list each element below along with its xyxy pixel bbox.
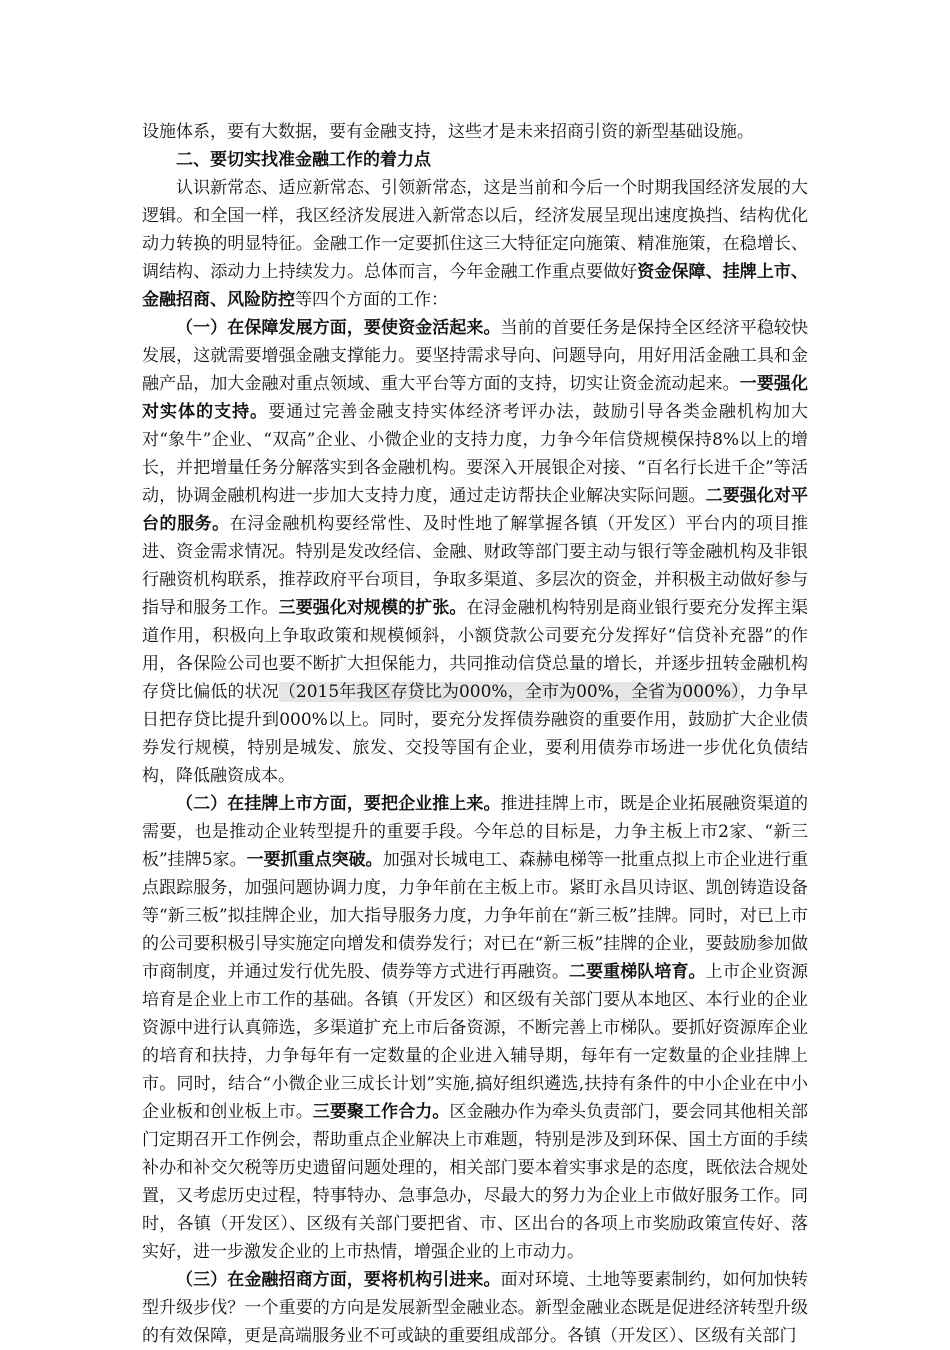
point-1-3: 三要强化对规模的扩张。 xyxy=(278,598,467,618)
paragraph-section-3: （三）在金融招商方面，要将机构引进来。面对环境、土地等要素制约，如何加快转型升级步伐？一个重要的方向是发展新型金融业态。新型金融业态既是促进经济转型升级的有效保障，更是高端服务业不可或缺的重要组成部分。各镇（开发区）、区级有关部门 xyxy=(142,1270,809,1346)
point-2-2: 二要重梯队培育。 xyxy=(568,962,706,982)
point-1-1: 一要强化对实体的支持。 xyxy=(142,374,809,422)
highlighted-ratio-note: （2015年我区存贷比为000%，全市为00%，全省为000%） xyxy=(278,682,740,702)
key-areas-text: 资金保障、挂牌上市、金融招商、风险防控 xyxy=(142,262,809,310)
paragraph-continuation: 设施体系，要有大数据，要有金融支持，这些才是未来招商引资的新型基础设施。 xyxy=(142,122,754,142)
paragraph-section-2: （二）在挂牌上市方面，要把企业推上来。推进挂牌上市，既是企业拓展融资渠道的需要，也是推动企业转型提升的重要手段。今年总的目标是，力争主板上市2家、“新三板”挂牌5家。一要抓重点突破。加强对长城电工、森赫电梯等一批重点拟上市企业进行重点跟踪服务，加强问题协调力度，力争年前在主板上市。紧盯永昌贝诗讴、凯创铸造设备等“新三板”拟挂牌企业，加大指导服务力度，力争年前在“新三板”挂牌。同时，对已上市的公司要积极引导实施定向增发和债券发行；对已在“新三板”挂牌的企业，要鼓励参加做市商制度，并通过发行优先股、债券等方式进行再融资。二要重梯队培育。上市企业资源培育是企业上市工作的基础。各镇（开发区）和区级有关部门要从本地区、本行业的企业资源中进行认真筛选，多渠道扩充上市后备资源，不断完善上市梯队。要抓好资源库企业的培育和扶持，力争每年有一定数量的企业进入辅导期，每年有一定数量的企业挂牌上市。同时，结合“小微企业三成长计划”实施,搞好组织遴选,扶持有条件的中小企业在中小企业板和创业板上市。三要聚工作合力。区金融办作为牵头负责部门，要会同其他相关部门定期召开工作例会，帮助重点企业解决上市难题，特别是涉及到环保、国土方面的手续补办和补交欠税等历史遗留问题处理的，相关部门要本着实事求是的态度，既依法合规处置，又考虑历史过程，特事特办、急事急办，尽最大的努力为企业上市做好服务工作。同时，各镇（开发区）、区级有关部门要把省、市、区出台的各项上市奖励政策宣传好、落实好，进一步激发企业的上市热情，增强企业的上市动力。 xyxy=(142,794,809,1262)
point-2-3: 三要聚工作合力。 xyxy=(312,1102,450,1122)
section-heading-2: 二、要切实找准金融工作的着力点 xyxy=(176,150,431,170)
subsection-title-1: （一）在保障发展方面，要使资金活起来。 xyxy=(176,318,501,338)
subsection-title-2: （二）在挂牌上市方面，要把企业推上来。 xyxy=(176,794,501,814)
point-1-2: 二要强化对平台的服务。 xyxy=(142,486,809,534)
paragraph-section-1: （一）在保障发展方面，要使资金活起来。当前的首要任务是保持全区经济平稳较快发展，这就需要增强金融支撑能力。要坚持需求导向、问题导向，用好用活金融工具和金融产品，加大金融对重点领域、重大平台等方面的支持，切实让资金流动起来。一要强化对实体的支持。要通过完善金融支持实体经济考评办法，鼓励引导各类金融机构加大对“象牛”企业、“双高”企业、小微企业的支持力度，力争今年信贷规模保持8%以上的增长，并把增量任务分解落实到各金融机构。要深入开展银企对接、“百名行长进千企”等活动，协调金融机构进一步加大支持力度，通过走访帮扶企业解决实际问题。二要强化对平台的服务。在浔金融机构要经常性、及时性地了解掌握各镇（开发区）平台内的项目推进、资金需求情况。特别是发改经信、金融、财政等部门要主动与银行等金融机构及非银行融资机构联系，推荐政府平台项目，争取多渠道、多层次的资金，并积极主动做好参与指导和服务工作。三要强化对规模的扩张。在浔金融机构特别是商业银行要充分发挥主渠道作用，积极向上争取政策和规模倾斜，小额贷款公司要充分发挥好“信贷补充器”的作用，各保险公司也要不断扩大担保能力，共同推动信贷总量的增长，并逐步扭转金融机构存贷比偏低的状况（2015年我区存贷比为000%，全市为00%，全省为000%），力争早日把存贷比提升到000%以上。同时，要充分发挥债券融资的重要作用，鼓励扩大企业债券发行规模，特别是城发、旅发、交投等国有企业，要利用债券市场进一步优化负债结构，降低融资成本。 xyxy=(142,318,809,786)
paragraph-intro: 认识新常态、适应新常态、引领新常态，这是当前和今后一个时期我国经济发展的大逻辑。和全国一样，我区经济发展进入新常态以后，经济发展呈现出速度换挡、结构优化动力转换的明显特征。金融工作一定要抓住这三大特征定向施策、精准施策，在稳增长、调结构、添动力上持续发力。总体而言，今年金融工作重点要做好资金保障、挂牌上市、金融招商、风险防控等四个方面的工作： xyxy=(142,178,809,310)
point-2-1: 一要抓重点突破。 xyxy=(246,850,383,870)
subsection-title-3: （三）在金融招商方面，要将机构引进来。 xyxy=(176,1270,501,1290)
